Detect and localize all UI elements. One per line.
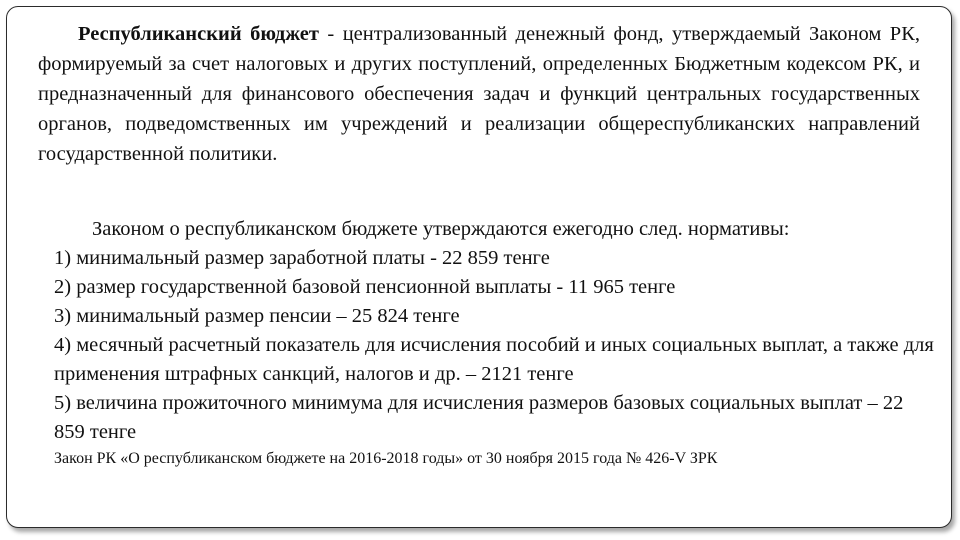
norm-item-3: 3) минимальный размер пенсии – 25 824 тенге (54, 305, 460, 327)
definition-paragraph (38, 19, 920, 169)
norm-item-1: 1) минимальный размер заработной платы - 22 859 тенге (54, 247, 550, 269)
definition-text: централизованный денежный фонд, утверждаемый Законом РК, формируемый за счет налоговых и других поступлений, определенных Бюджетным кодексом РК, и предназначенный для финансового обеспечения задач и функций центральных государственных органов, подведомственных им учреждений и реализации общереспубликанских направлений государственной политики. (38, 23, 920, 165)
norm-item-2: 2) размер государственной базовой пенсионной выплаты - 11 965 тенге (54, 276, 676, 298)
source-citation: Закон РК «О республиканском бюджете на 2016-2018 годы» от 30 ноября 2015 года № 426-V ЗРК (54, 450, 718, 467)
definition-term: Республиканский бюджет (78, 23, 319, 45)
definition-separator: - (318, 23, 343, 45)
norms-intro: Законом о республиканском бюджете утверждаются ежегодно след. нормативы: (92, 218, 790, 240)
norm-item-5: 5) величина прожиточного минимума для исчисления размеров базовых социальных выплат – 22 859 тенге (54, 392, 904, 443)
norms-block (54, 215, 934, 447)
norm-item-4: 4) месячный расчетный показатель для исчисления пособий и иных социальных выплат, а также для применения штрафных санкций, налогов и др. – 2121 тенге (54, 334, 934, 385)
